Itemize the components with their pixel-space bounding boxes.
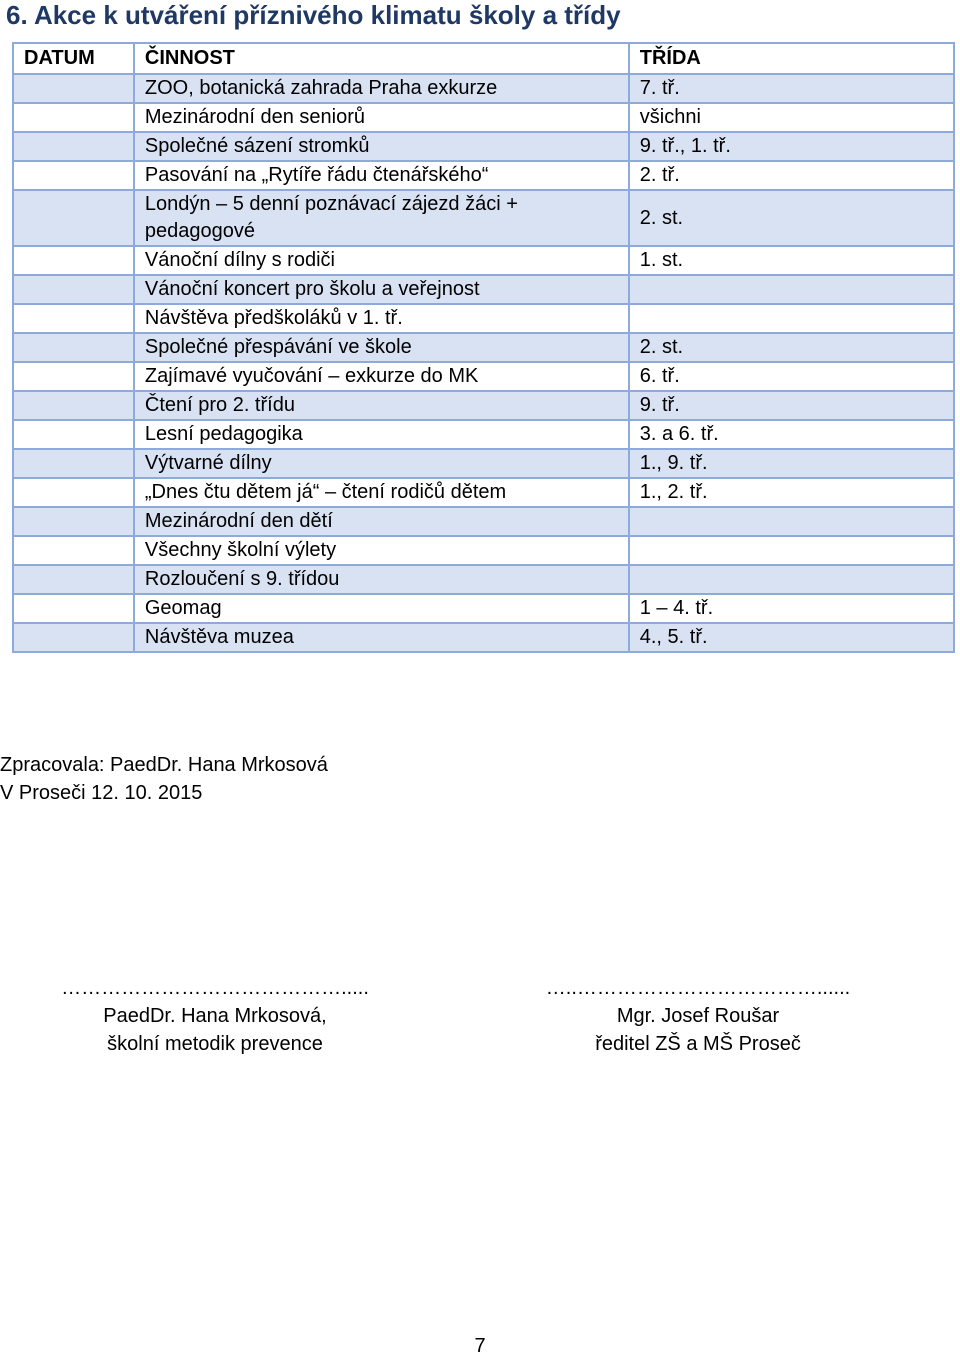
class-cell: všichni [629,103,954,132]
class-cell: 1 – 4. tř. [629,594,954,623]
signature-role-left: školní metodik prevence [107,1033,323,1055]
date-cell [13,507,134,536]
date-cell [13,478,134,507]
signature-line-left: ……………………………………..... [61,977,369,999]
date-cell [13,594,134,623]
date-cell [13,362,134,391]
table-row [13,449,954,478]
table-row [13,132,954,161]
date-cell [13,103,134,132]
table-row [13,420,954,449]
class-cell: 1., 9. tř. [629,449,954,478]
activity-cell: Čtení pro 2. třídu [134,391,629,420]
class-cell [629,275,954,304]
class-cell [629,507,954,536]
table-row [13,333,954,362]
table-row [13,246,954,275]
activity-cell: Mezinárodní den seniorů [134,103,629,132]
activity-cell: Vánoční koncert pro školu a veřejnost [134,275,629,304]
signature-right [528,974,868,1058]
date-cell [13,246,134,275]
activity-cell: Zajímavé vyučování – exkurze do MK [134,362,629,391]
activity-cell: Mezinárodní den dětí [134,507,629,536]
date-cell [13,565,134,594]
table-row [13,507,954,536]
activity-cell: Pasování na „Rytíře řádu čtenářského“ [134,161,629,190]
activity-cell: Výtvarné dílny [134,449,629,478]
class-cell: 6. tř. [629,362,954,391]
activity-cell: Rozloučení s 9. třídou [134,565,629,594]
class-cell [629,565,954,594]
date-cell [13,132,134,161]
date-cell [13,623,134,652]
section-heading: 6. Akce k utváření příznivého klimatu školy a třídy [6,0,621,30]
class-cell: 2. tř. [629,161,954,190]
activity-cell: Návštěva předškoláků v 1. tř. [134,304,629,333]
page-number: 7 [474,1335,486,1357]
class-cell: 1., 2. tř. [629,478,954,507]
class-cell: 3. a 6. tř. [629,420,954,449]
table-row [13,391,954,420]
activity-cell: Společné sázení stromků [134,132,629,161]
class-cell: 9. tř. [629,391,954,420]
activity-cell: Návštěva muzea [134,623,629,652]
activity-cell: Lesní pedagogika [134,420,629,449]
date-cell [13,449,134,478]
table-header-row [13,43,954,74]
date-cell [13,190,134,246]
activities-table [12,42,955,653]
header-activity: ČINNOST [134,43,629,74]
table-row [13,275,954,304]
activity-cell: ZOO, botanická zahrada Praha exkurze [134,74,629,103]
activity-cell: Všechny školní výlety [134,536,629,565]
table-row [13,190,954,246]
date-cell [13,275,134,304]
table-row [13,594,954,623]
table-row [13,74,954,103]
date-cell [13,391,134,420]
class-cell: 2. st. [629,190,954,246]
activity-cell: Společné přespávání ve škole [134,333,629,362]
table-row [13,478,954,507]
date-cell [13,304,134,333]
class-cell [629,536,954,565]
activity-cell: Vánoční dílny s rodiči [134,246,629,275]
class-cell: 2. st. [629,333,954,362]
signature-role-right: ředitel ZŠ a MŠ Proseč [595,1033,801,1055]
header-class: TŘÍDA [629,43,954,74]
date-cell [13,536,134,565]
place-date: V Proseči 12. 10. 2015 [0,782,203,804]
signature-left [45,974,385,1058]
date-cell [13,333,134,362]
signature-name-left: PaedDr. Hana Mrkosová, [103,1005,327,1027]
class-cell: 1. st. [629,246,954,275]
table-row [13,304,954,333]
activity-cell: „Dnes čtu dětem já“ – čtení rodičů dětem [134,478,629,507]
class-cell: 7. tř. [629,74,954,103]
prepared-by: Zpracovala: PaedDr. Hana Mrkosová [0,754,328,776]
table-row [13,565,954,594]
signature-name-right: Mgr. Josef Roušar [616,1005,780,1027]
table-row [13,536,954,565]
signature-line-right: …..………………………………...... [545,977,851,999]
table-row [13,362,954,391]
table-row [13,103,954,132]
date-cell [13,420,134,449]
header-date: DATUM [13,43,134,74]
activity-cell: Geomag [134,594,629,623]
table-row [13,161,954,190]
date-cell [13,74,134,103]
table-row [13,623,954,652]
activity-cell: Londýn – 5 denní poznávací zájezd žáci + pedagogové [134,190,629,246]
class-cell [629,304,954,333]
date-cell [13,161,134,190]
class-cell: 9. tř., 1. tř. [629,132,954,161]
class-cell: 4., 5. tř. [629,623,954,652]
